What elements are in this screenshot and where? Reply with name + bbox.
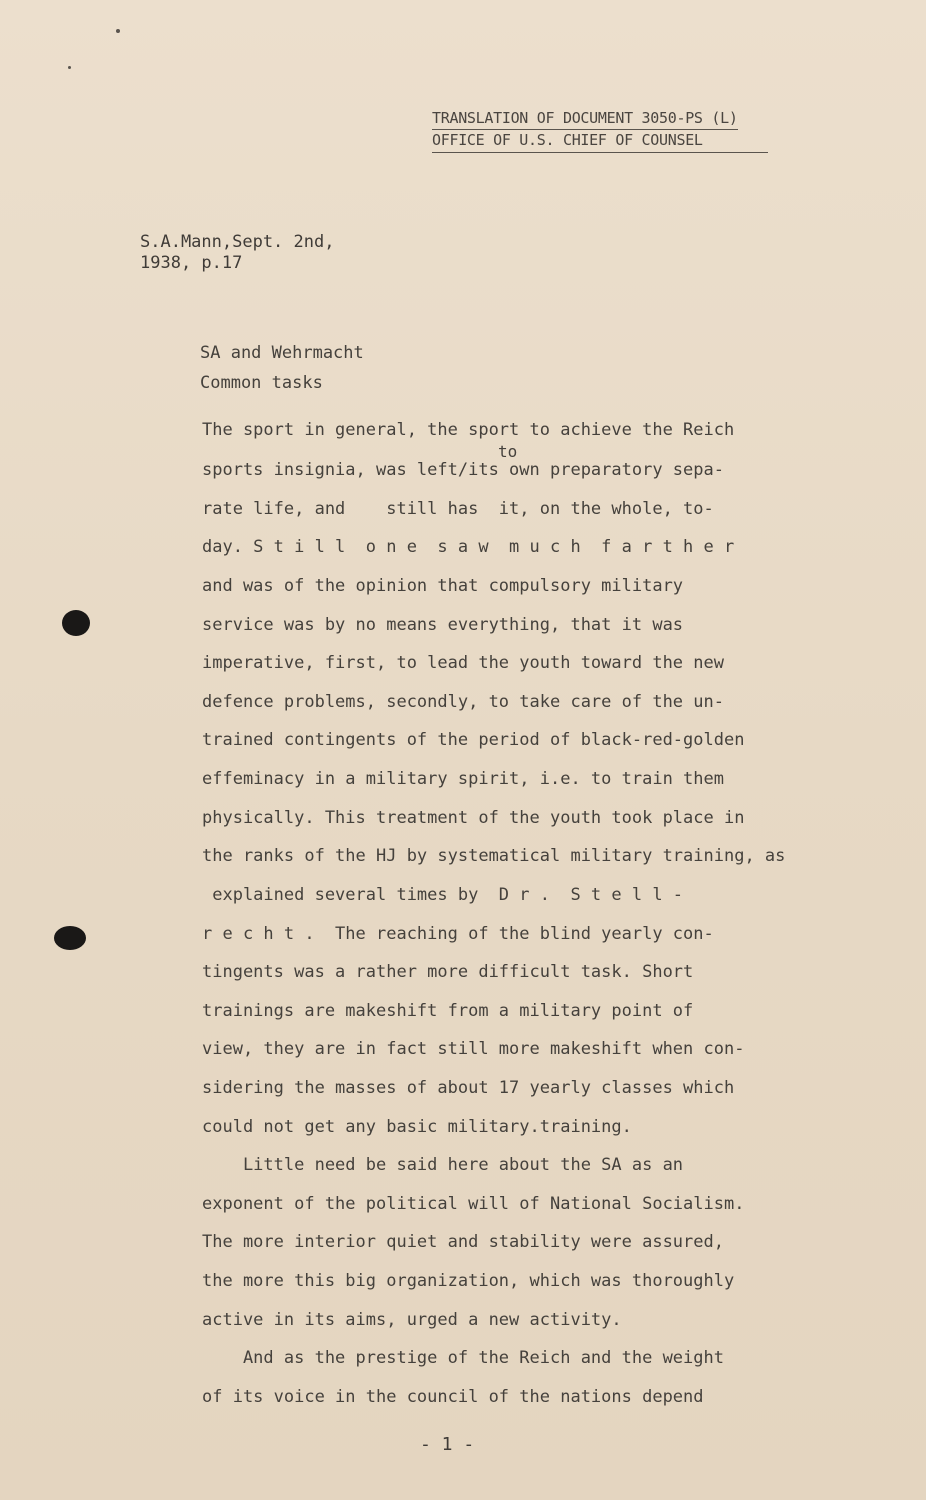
body-line: the more this big organization, which was thoroughly (202, 1271, 735, 1291)
body-line: sports insignia, was left/its own preparatory sepa- (202, 460, 724, 480)
header-translation-line: TRANSLATION OF DOCUMENT 3050-PS (L) (432, 108, 738, 130)
body-line: The more interior quiet and stability were assured, (202, 1232, 724, 1252)
source-line-1: S.A.Mann,Sept. 2nd, (140, 232, 335, 252)
body-line: trained contingents of the period of black-red-golden (202, 730, 745, 750)
ink-speck (116, 29, 120, 33)
article-title (200, 338, 364, 398)
document-header (432, 108, 772, 153)
ink-speck (68, 66, 71, 69)
title-line-1: SA and Wehrmacht (200, 343, 364, 363)
source-citation (140, 232, 334, 274)
punch-hole-top (62, 610, 90, 636)
body-line: rate life, and still has it, on the whole, to- (202, 499, 714, 519)
body-line: view, they are in fact still more makeshift when con- (202, 1039, 745, 1059)
body-line: could not get any basic military.training. (202, 1117, 632, 1137)
body-line: tingents was a rather more difficult task. Short (202, 962, 694, 982)
punch-hole-bottom (54, 926, 86, 950)
body-line: imperative, first, to lead the youth toward the new (202, 653, 724, 673)
body-line: defence problems, secondly, to take care of the un- (202, 692, 724, 712)
handwritten-insertion: to (498, 442, 518, 461)
body-line: effeminacy in a military spirit, i.e. to train them (202, 769, 724, 789)
body-line: r e c h t . The reaching of the blind yearly con- (202, 924, 714, 944)
header-office-line: OFFICE OF U.S. CHIEF OF COUNSEL (432, 130, 768, 153)
body-line: sidering the masses of about 17 yearly classes which (202, 1078, 735, 1098)
body-line: trainings are makeshift from a military point of (202, 1001, 694, 1021)
body-line: day. S t i l l o n e s a w m u c h f a r t h e r (202, 537, 735, 557)
body-line: Little need be said here about the SA as an (202, 1155, 684, 1175)
title-line-2: Common tasks (200, 373, 323, 393)
body-line: and was of the opinion that compulsory military (202, 576, 684, 596)
body-line: exponent of the political will of National Socialism. (202, 1194, 745, 1214)
body-line: service was by no means everything, that it was (202, 615, 684, 635)
body-line: explained several times by D r . S t e l l - (202, 885, 684, 905)
body-line: the ranks of the HJ by systematical military training, as (202, 846, 786, 866)
body-line: of its voice in the council of the nations depend (202, 1387, 704, 1407)
body-line: The sport in general, the sport to achieve the Reich (202, 420, 735, 440)
page-number: - 1 - (420, 1434, 475, 1455)
body-line: And as the prestige of the Reich and the weight (202, 1348, 724, 1368)
source-line-2: 1938, p.17 (140, 253, 243, 273)
body-line: active in its aims, urged a new activity. (202, 1310, 622, 1330)
body-line: physically. This treatment of the youth took place in (202, 808, 745, 828)
